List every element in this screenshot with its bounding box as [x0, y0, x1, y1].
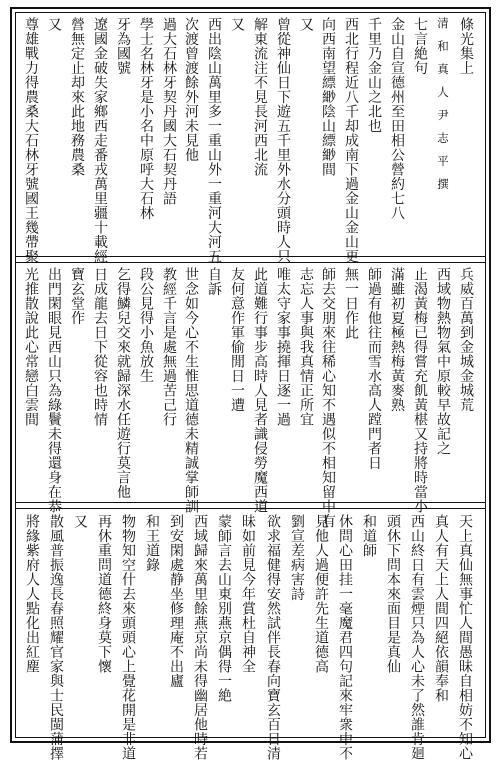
text-column: 解東流注不見長河西北流	[252, 17, 268, 177]
text-column: 劉宣差病害詩	[289, 514, 305, 601]
text-column: 和王道錄	[144, 514, 160, 572]
text-column: 此道難行事步高時人見者識侵勞魔西道	[252, 267, 268, 514]
text-column: 師去交朋來往稀心知不遇似不相知留中有	[320, 267, 336, 528]
text-column: 滿雖初夏極熱梅黃麥熟	[389, 267, 405, 412]
text-column: 遼國金破失家鄉西走番戎萬里疆十載經	[92, 17, 108, 264]
text-column: 昧如前見今年賞杜自神全	[240, 514, 256, 674]
text-column: 欲求福健得安然試伴長春向寶玄百日清	[265, 514, 281, 761]
text-column: 止渴黃梅已得嘗充飢黃椹又持將時當小	[412, 267, 428, 514]
text-column: 蒙師言去山東別燕京偶得一絶	[216, 514, 232, 703]
text-column: 見他人過便許先生道德高	[313, 514, 329, 674]
text-column: 世念如今心不生惟思道德未精誠掌師訓	[183, 267, 199, 514]
text-column: 真人有天上人間四絕依韻奉和	[433, 514, 449, 703]
page-inner-border	[15, 12, 486, 761]
text-column: 師過有他往而雪水高人蹚門者日	[366, 267, 382, 470]
text-column: 金山自宣德州至田相公營約七八	[389, 17, 405, 220]
text-column: 又	[46, 17, 62, 32]
text-column: 向西南望縹緲陰山縹緲間	[320, 17, 336, 177]
text-column: 光推散說此心常戀白雲間	[23, 267, 39, 427]
text-column: 散風普振逸長春照耀官家與士民閩蒲擇	[48, 514, 64, 761]
text-column: 天上真仙無事忙人間愚昧自相妨不知心	[457, 514, 473, 761]
text-column: 寶玄堂作	[69, 267, 85, 325]
text-column: 物物知空什去來頭頭心上覺花開是非道	[120, 514, 136, 761]
text-column: 條光集上	[458, 17, 474, 75]
text-column: 頭休下問本來面目是真仙	[385, 514, 401, 674]
text-column: 尊雄戰力得農桑大石林牙號國王幾帶聚	[23, 17, 39, 264]
text-column: 出門閑眼見西山只為綠鬢未得還身在恭	[46, 267, 62, 514]
text-column: 日成龍去日下從容也時情	[92, 267, 108, 427]
text-column: 將緣紫府人人點化出紅塵	[24, 514, 40, 674]
text-panel-top	[23, 15, 477, 264]
text-column: 營無定止却來此地務農桑	[69, 17, 85, 177]
text-column: 休問心田挂一毫魔君四句記來牢衆中不	[337, 514, 353, 761]
text-column: 乞得鱗兒交來就歸深水任遊行莫言他	[115, 267, 131, 499]
text-panel-middle	[23, 265, 477, 528]
text-column: 過大石林牙契丹國大石契丹語	[161, 17, 177, 206]
text-column: 西山終日有雲煙只為人心未了然誰肯廻	[409, 514, 425, 761]
text-column: 教經千言是處無過苦己行	[161, 267, 177, 427]
text-column: 段公見得小魚放生	[138, 267, 154, 383]
text-column: 七言絶句	[412, 17, 428, 75]
text-column: 再休重問道德終身莫下懷	[96, 514, 112, 674]
text-column: 清 和 真 人 尹 志 平 撰	[436, 17, 450, 190]
text-column: 又	[298, 17, 314, 32]
text-column: 兵威百萬到金城金城荒	[458, 267, 474, 412]
text-column: 西域歸來萬里餘燕京尚未得幽居他時若	[192, 514, 208, 761]
text-column: 唯太守家事撓揮日逐一過	[275, 267, 291, 427]
text-column: 自訴	[206, 267, 222, 296]
text-column: 曾從神仙日下遊五千里外水分頭時人只	[275, 17, 291, 264]
text-column: 次渡曾渡餘外河未見他	[183, 17, 199, 162]
text-column: 又	[72, 514, 88, 529]
text-panel-bottom	[24, 512, 477, 761]
text-column: 西北行程近八千却成南下過金山金山更	[343, 17, 359, 264]
text-column: 西出陰山萬里多一重山外一重河大河五	[206, 17, 222, 264]
fold-line-1	[16, 256, 485, 263]
text-column: 友何意作軍偷閒日一遭	[229, 267, 245, 412]
text-column: 和道師	[361, 514, 377, 558]
text-column: 西域物熱物氣中原較早故記之	[435, 267, 451, 456]
text-column: 到安閑處静坐修理庵不出廬	[168, 514, 184, 688]
page-frame	[10, 7, 491, 761]
text-column: 又	[229, 17, 245, 32]
text-column: 無一日作此	[343, 267, 359, 340]
text-column: 學士名林牙是小名中原呼大石林	[138, 17, 154, 220]
text-column: 志忘人事與我真情正所宜	[298, 267, 314, 427]
text-column: 牙為國號	[115, 17, 131, 75]
text-column: 千里乃金山之北也	[366, 17, 382, 133]
